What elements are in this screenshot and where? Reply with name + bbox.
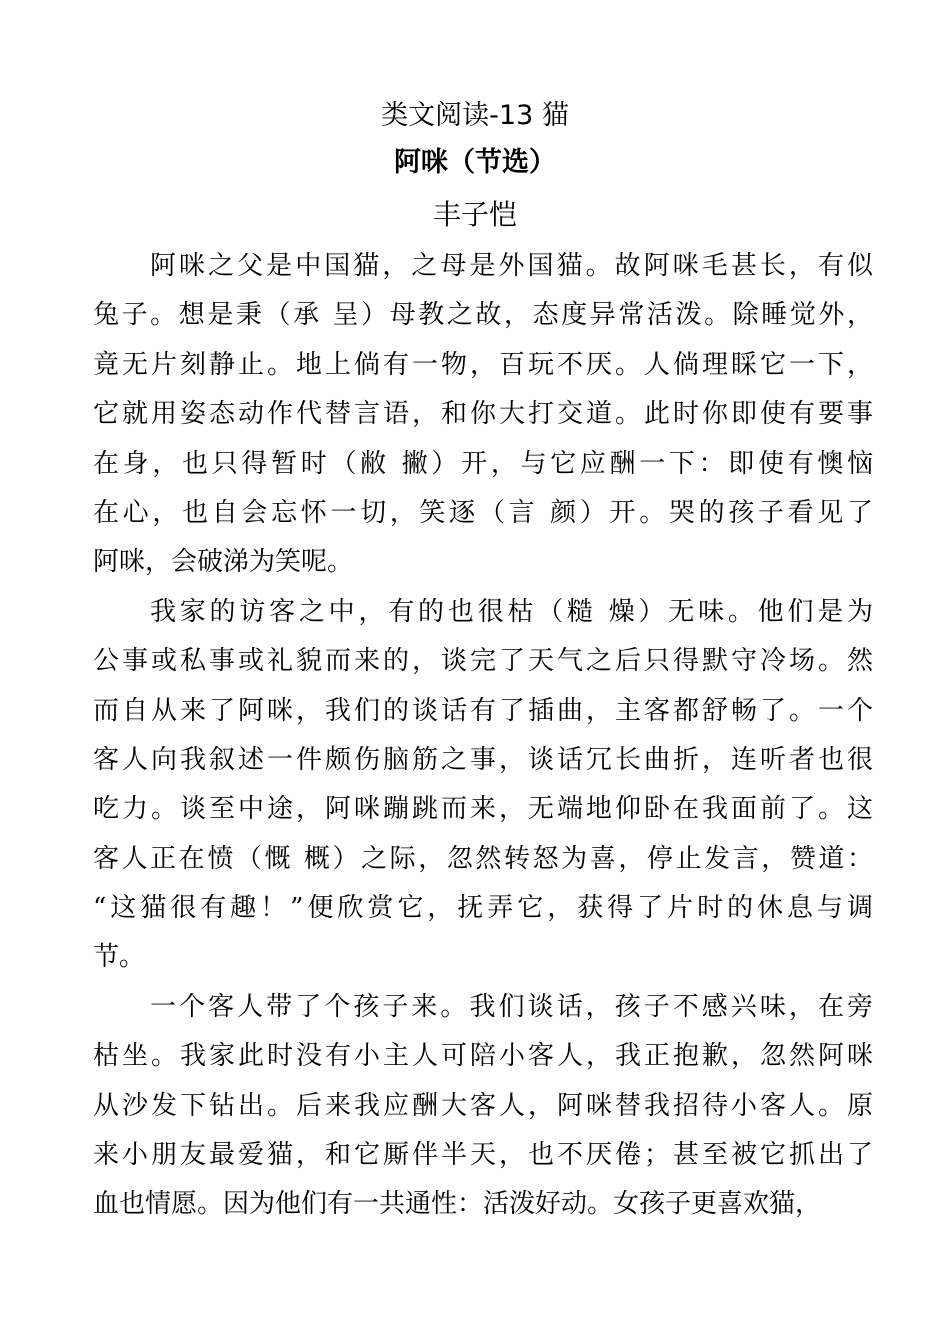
paragraph-line: 在心，也自会忘怀一切，笑逐（言 颜）开。哭的孩子看见了 <box>93 497 873 528</box>
paragraph-line: 客人正在愤（慨 概）之际，忽然转怒为喜，停止发言，赞道： <box>93 843 873 874</box>
paragraph-line: 兔子。想是秉（承 呈）母教之故，态度异常活泼。除睡觉外， <box>93 300 873 331</box>
paragraph-line: 我家的访客之中，有的也很枯（糙 燥）无味。他们是为 <box>150 596 873 627</box>
article-title: 阿咪（节选） <box>394 147 556 178</box>
author-name: 丰子恺 <box>432 198 517 231</box>
paragraph-line: 枯坐。我家此时没有小主人可陪小客人，我正抱歉，忽然阿咪 <box>93 1041 873 1072</box>
paragraph-line: 而自从来了阿咪，我们的谈话有了插曲，主客都舒畅了。一个 <box>93 695 873 726</box>
paragraph-line: 从沙发下钻出。后来我应酬大客人，阿咪替我招待小客人。原 <box>93 1090 873 1121</box>
paragraph-line: 吃力。谈至中途，阿咪蹦跳而来，无端地仰卧在我面前了。这 <box>93 794 873 825</box>
document-title: 类文阅读-13 猫 <box>381 100 569 131</box>
article-body <box>93 242 873 1230</box>
paragraph-line: 客人向我叙述一件颇伤脑筋之事，谈话冗长曲折，连听者也很 <box>93 744 873 775</box>
paragraph-line: “这猫很有趣！”便欣赏它，抚弄它，获得了片时的休息与调 <box>93 893 873 924</box>
paragraph-line: 公事或私事或礼貌而来的，谈完了天气之后只得默守冷场。然 <box>93 646 873 677</box>
paragraph-line: 在身，也只得暂时（敝 撇）开，与它应酬一下：即使有懊恼 <box>93 448 873 479</box>
paragraph-line: 一个客人带了个孩子来。我们谈话，孩子不感兴味，在旁 <box>150 991 873 1022</box>
paragraph <box>93 242 873 588</box>
paragraph <box>93 588 873 983</box>
paragraph-line: 竟无片刻静止。地上倘有一物，百玩不厌。人倘理睬它一下， <box>93 349 873 380</box>
paragraph-line: 阿咪之父是中国猫，之母是外国猫。故阿咪毛甚长，有似 <box>150 251 873 281</box>
paragraph-line: 来小朋友最爱猫，和它厮伴半天，也不厌倦；甚至被它抓出了 <box>93 1140 873 1171</box>
paragraph-line: 节。 <box>93 942 146 973</box>
paragraph-line: 它就用姿态动作代替言语，和你大打交道。此时你即使有要事 <box>93 399 873 430</box>
paragraph <box>93 983 873 1230</box>
paragraph-line: 血也情愿。因为他们有一共通性：活泼好动。女孩子更喜欢猫， <box>93 1189 822 1220</box>
paragraph-line: 阿咪，会破涕为笑呢。 <box>93 547 354 578</box>
